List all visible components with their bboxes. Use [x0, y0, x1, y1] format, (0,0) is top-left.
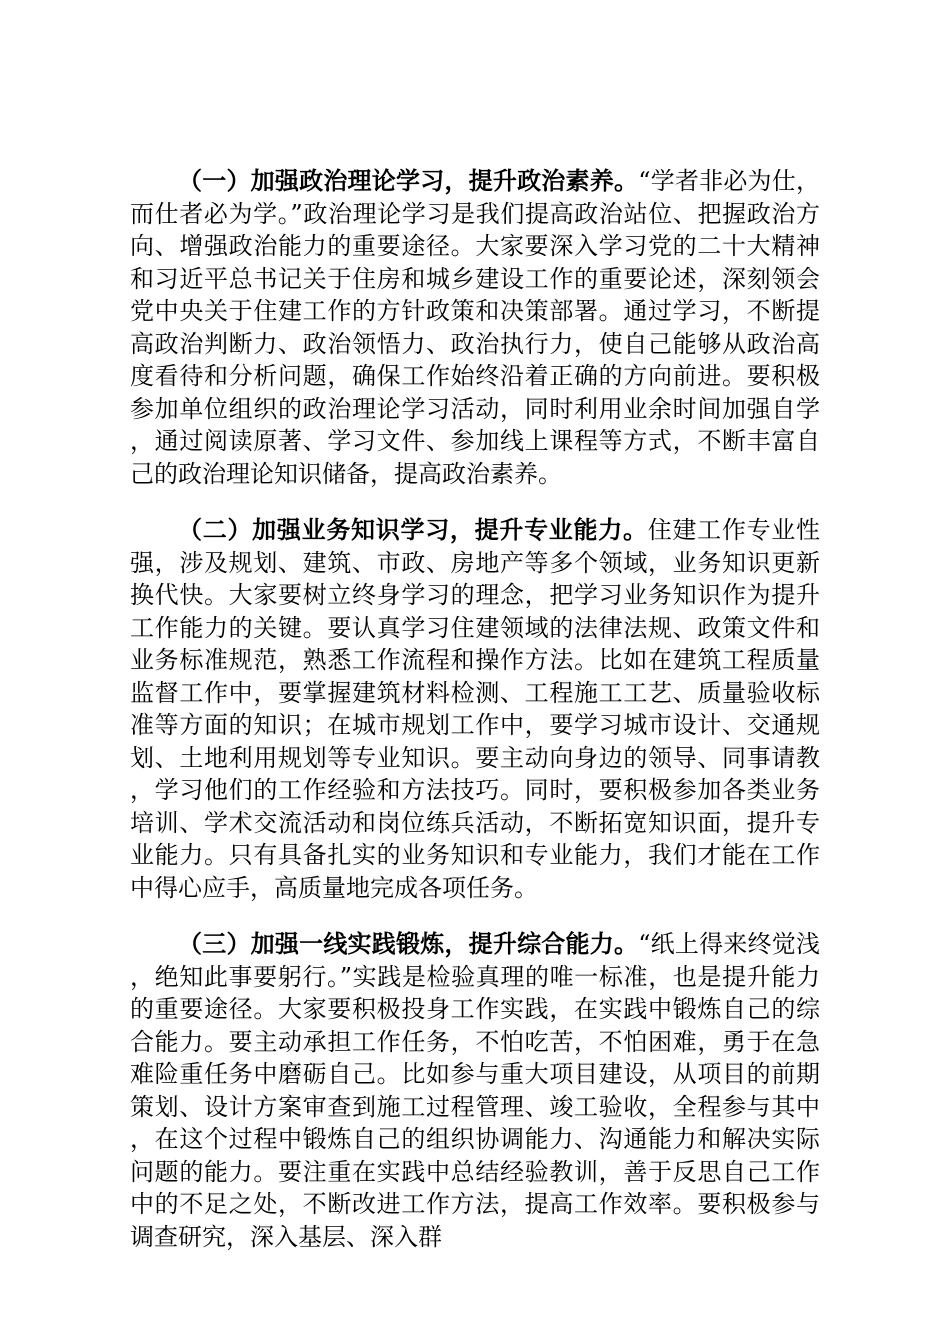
paragraph-practice-training — [130, 928, 820, 1253]
document-body — [130, 165, 820, 1277]
paragraph-text: “纸上得来终觉浅，绝知此事要躬行。”实践是检验真理的唯一标准，也是提升能力的重要途径。大家要积极投身工作实践，在实践中锻炼自己的综合能力。要主动承担工作任务，不怕吃苦，不怕困难，勇于在急难险重任务中磨砺自己。比如参与重大项目建设，从项目的前期策划、设计方案审查到施工过程管理、竣工验收，全程参与其中，在这个过程中锻炼自己的组织协调能力、沟通能力和解决实际问题的能力。要注重在实践中总结经验教训，善于反思自己工作中的不足之处，不断改进工作方法，提高工作效率。要积极参与调查研究，深入基层、深入群 — [130, 930, 820, 1251]
paragraph-professional-knowledge — [130, 514, 820, 904]
paragraph-text: 住建工作专业性强，涉及规划、建筑、市政、房地产等多个领域，业务知识更新换代快。大家要树立终身学习的理念，把学习业务知识作为提升工作能力的关键。要认真学习住建领域的法律法规、政策文件和业务标准规范，熟悉工作流程和操作方法。比如在建筑工程质量监督工作中，要掌握建筑材料检测、工程施工工艺、质量验收标准等方面的知识；在城市规划工作中，要学习城市设计、交通规划、土地利用规划等专业知识。要主动向身边的领导、同事请教，学习他们的工作经验和方法技巧。同时，要积极参加各类业务培训、学术交流活动和岗位练兵活动，不断拓宽知识面，提升专业能力。只有具备扎实的业务知识和专业能力，我们才能在工作中得心应手，高质量地完成各项任务。 — [130, 516, 821, 902]
paragraph-heading: （一）加强政治理论学习，提升政治素养。 — [178, 166, 639, 195]
paragraph-heading: （三）加强一线实践锻炼，提升综合能力。 — [178, 929, 639, 958]
paragraph-heading: （二）加强业务知识学习，提升专业能力。 — [178, 515, 648, 544]
paragraph-political-theory — [130, 165, 820, 490]
paragraph-text: “学者非必为仕，而仕者必为学。”政治理论学习是我们提高政治站位、把握政治方向、增强政治能力的重要途径。大家要深入学习党的二十大精神和习近平总书记关于住房和城乡建设工作的重要论述，深刻领会党中央关于住建工作的方针政策和决策部署。通过学习，不断提高政治判断力、政治领悟力、政治执行力，使自己能够从政治高度看待和分析问题，确保工作始终沿着正确的方向前进。要积极参加单位组织的政治理论学习活动，同时利用业余时间加强自学，通过阅读原著、学习文件、参加线上课程等方式，不断丰富自己的政治理论知识储备，提高政治素养。 — [130, 167, 820, 488]
